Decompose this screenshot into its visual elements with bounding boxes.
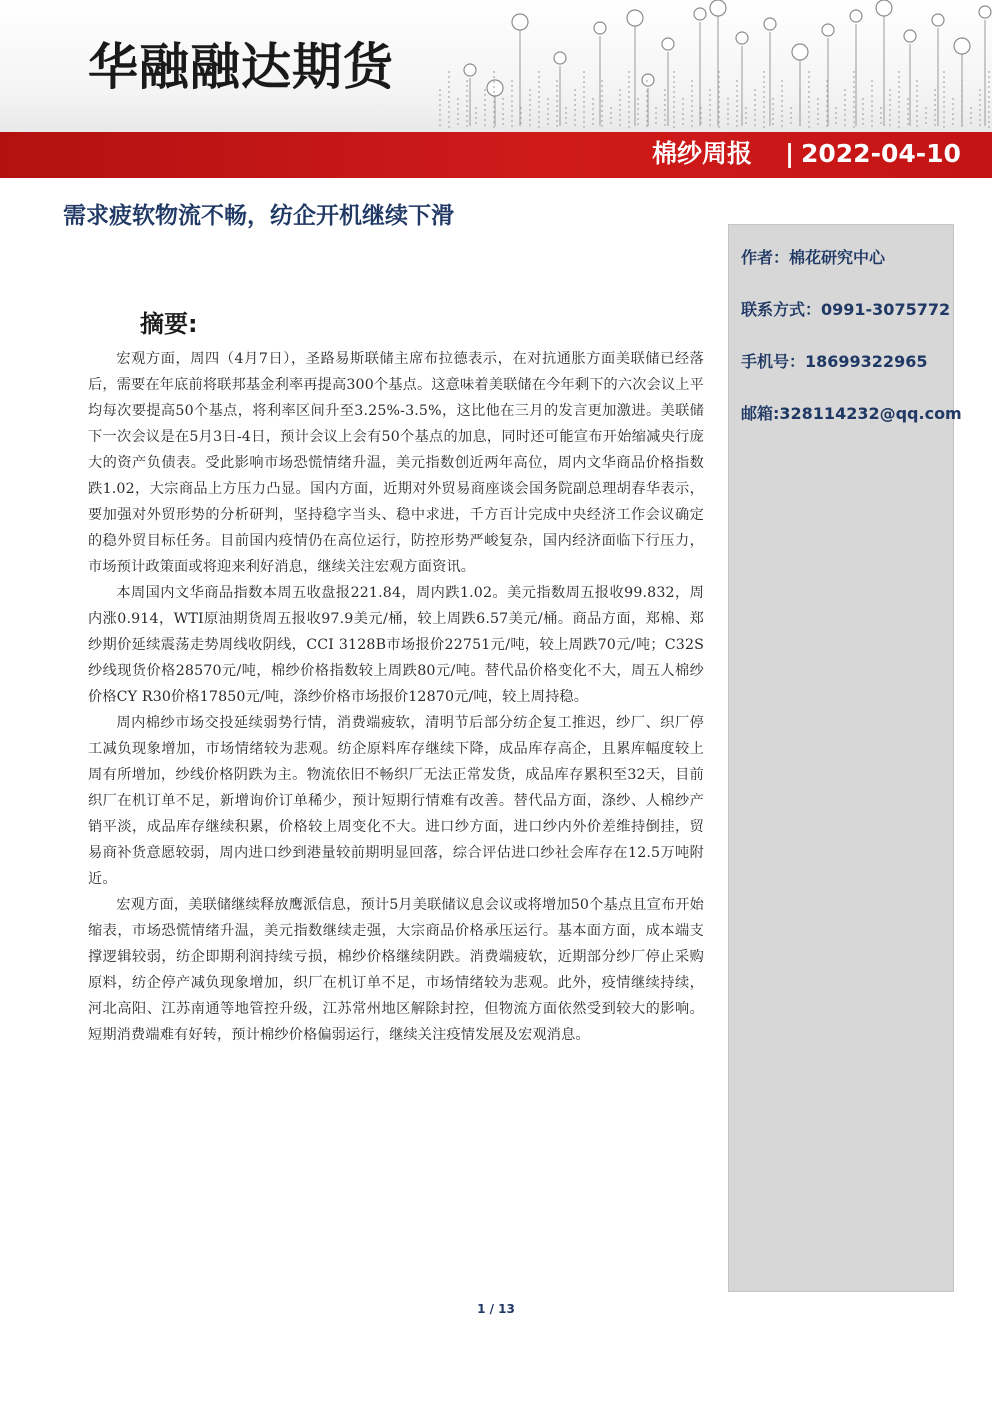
mobile-line: 手机号：18699322965 (741, 352, 928, 371)
paragraph-macro: 宏观方面，周四（4月7日），圣路易斯联储主席布拉德表示，在对抗通胀方面美联储已经落后，需要在年底前将联邦基金利率再提高300个基点。这意味着美联储在今年剩下的六次会议上平均每次要提高50个基点，将利率区间升至3.25%-3.5%，这比他在三月的发言更加激进。美联储下一次会议是在5月3日-4日，预计会议上会有50个基点的加息，同时还可能宣布开始缩减央行庞大的资产负债表。受此影响市场恐慌情绪升温，美元指数创近两年高位，周内文华商品价格指数跌1.02，大宗商品上方压力凸显。国内方面，近期对外贸易商座谈会国务院副总理胡春华表示，要加强对外贸形势的分析研判，坚持稳字当头、稳中求进，千方百计完成中央经济工作会议确定的稳外贸目标任务。目前国内疫情仍在高位运行，防控形势严峻复杂，国内经济面临下行压力，市场预计政策面或将迎来利好消息，继续关注宏观方面资讯。 (88, 351, 704, 575)
summary-body (88, 346, 704, 1048)
author-sidebar (728, 224, 954, 1292)
title-separator: | (785, 139, 795, 168)
report-date: 2022-04-10 (801, 139, 961, 168)
headline: 需求疲软物流不畅，纺企开机继续下滑 (63, 203, 454, 229)
contact-line: 联系方式：0991-3075772 (741, 300, 951, 319)
author-line: 作者：棉花研究中心 (741, 248, 886, 267)
paragraph-market-prices: 本周国内文华商品指数本周五收盘报221.84，周内跌1.02。美元指数周五报收99.832，周内涨0.914，WTI原油期货周五报收97.9美元/桶，较上周跌6.57美元/桶。商品方面，郑棉、郑纱期价延续震荡走势周线收阴线，CCI 3128B市场报价22751元/吨，较上周跌70元/吨；C32S纱线现货价格28570元/吨，棉纱价格指数较上周跌80元/吨。替代品价格变化不大，周五人棉纱价格CY R30价格17850元/吨，涤纱价格市场报价12870元/吨，较上周持稳。 (88, 585, 704, 705)
company-logo-text: 华融融达期货 (88, 38, 394, 96)
paragraph-outlook: 宏观方面，美联储继续释放鹰派信息，预计5月美联储议息会议或将增加50个基点且宣布开始缩表，市场恐慌情绪升温，美元指数继续走强，大宗商品价格承压运行。基本面方面，成本端支撑逻辑较弱，纺企即期利润持续亏损，棉纱价格继续阴跌。消费端疲软，近期部分纱厂停止采购原料，纺企停产减负现象增加，织厂在机订单不足，市场情绪较为悲观。此外，疫情继续持续，河北高阳、江苏南通等地管控升级，江苏常州地区解除封控，但物流方面依然受到较大的影响。短期消费端难有好转，预计棉纱价格偏弱运行，继续关注疫情发展及宏观消息。 (88, 897, 704, 1043)
page-number: 1 / 13 (477, 1302, 515, 1316)
summary-heading: 摘要: (140, 310, 198, 338)
email-line: 邮箱:328114232@qq.com (741, 404, 962, 423)
paragraph-yarn-market: 周内棉纱市场交投延续弱势行情，消费端疲软，清明节后部分纺企复工推迟，纱厂、织厂停工减负现象增加，市场情绪较为悲观。纺企原料库存继续下降，成品库存高企，且累库幅度较上周有所增加，纱线价格阴跌为主。物流依旧不畅织厂无法正常发货，成品库存累积至32天，目前织厂在机订单不足，新增询价订单稀少，预计短期行情难有改善。替代品方面，涤纱、人棉纱产销平淡，成品库存继续积累，价格较上周变化不大。进口纱方面，进口纱内外价差维持倒挂，贸易商补货意愿较弱，周内进口纱到港量较前期明显回落，综合评估进口纱社会库存在12.5万吨附近。 (88, 715, 704, 887)
report-type: 棉纱周报 (652, 139, 753, 168)
